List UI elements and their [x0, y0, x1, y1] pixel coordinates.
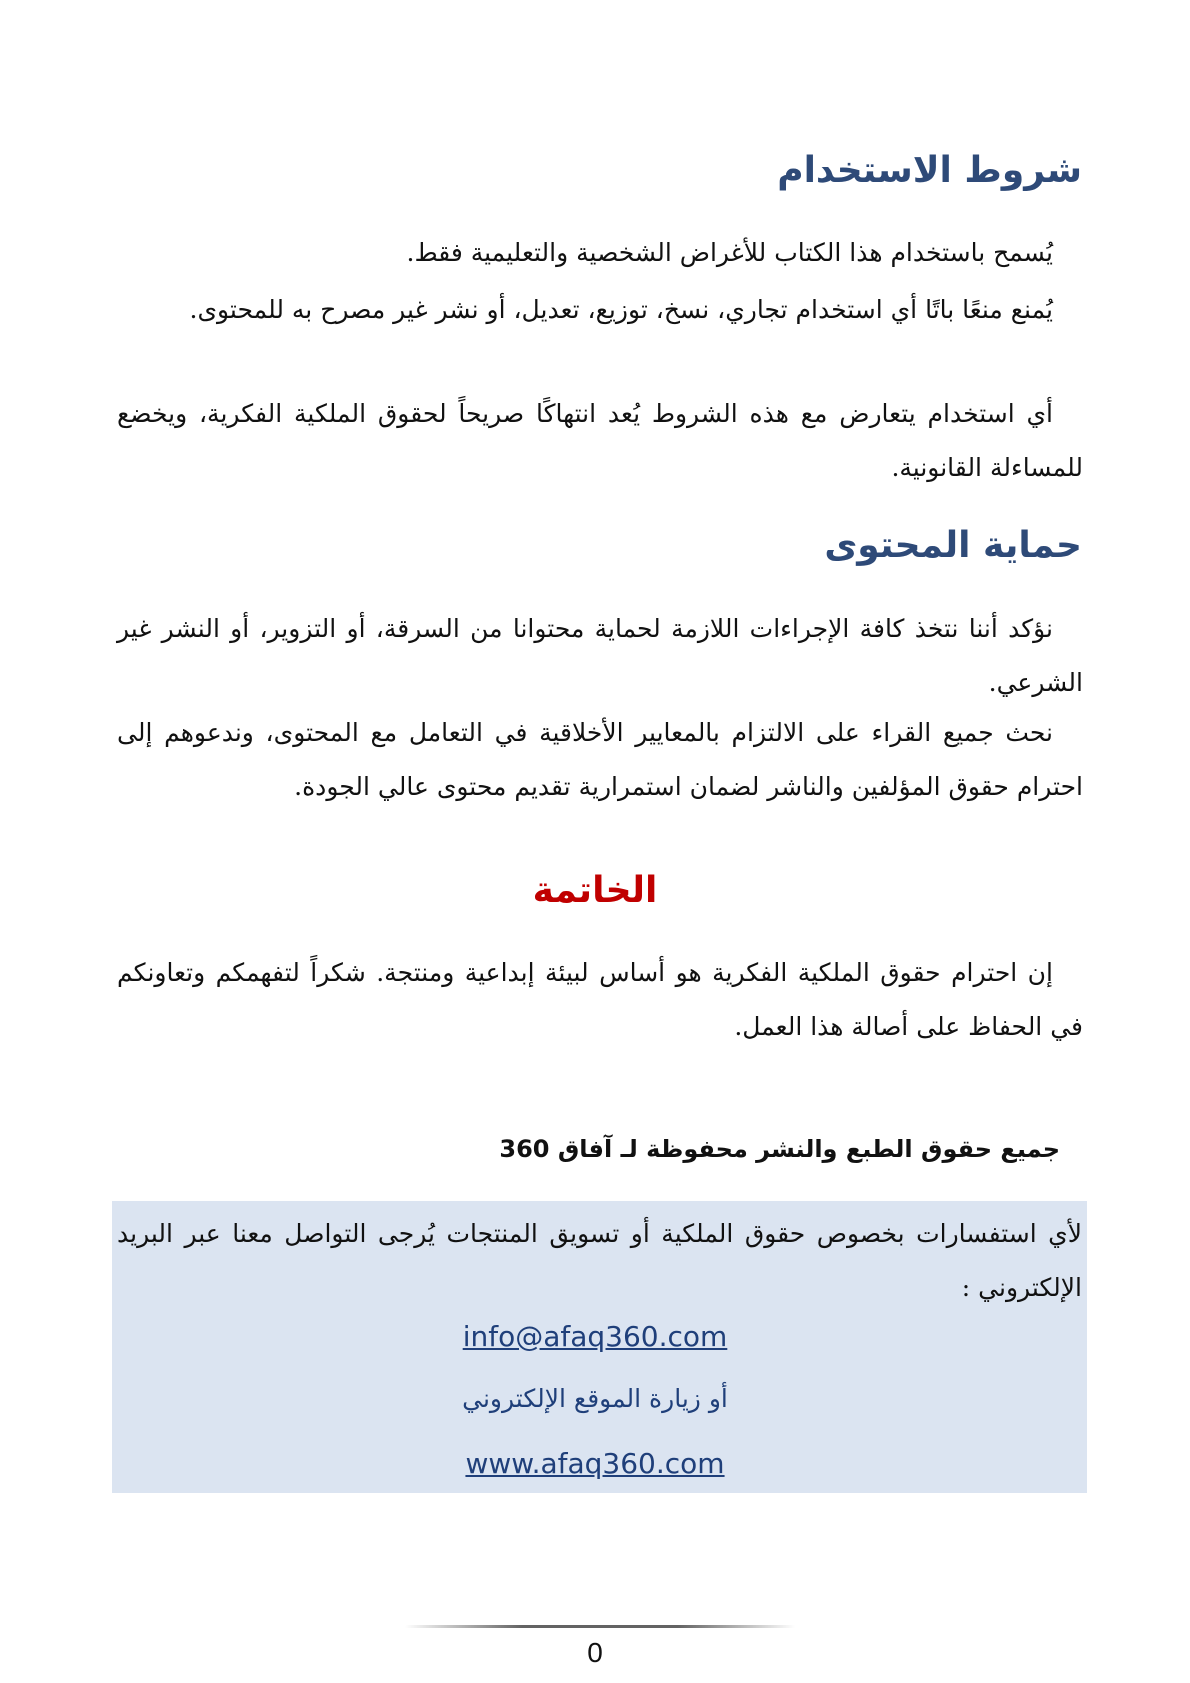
visit-website-label: أو زيارة الموقع الإلكتروني	[462, 1384, 728, 1413]
terms-paragraph-1: يُسمح باستخدام هذا الكتاب للأغراض الشخصية والتعليمية فقط.	[406, 238, 1053, 267]
conclusion-heading: الخاتمة	[532, 870, 658, 911]
protection-heading: حماية المحتوى	[824, 525, 1082, 566]
protection-paragraph-2: نحث جميع القراء على الالتزام بالمعايير الأخلاقية في التعامل مع المحتوى، وندعوهم إلى احترام حقوق المؤلفين والناشر لضمان استمرارية تقديم محتوى عالي الجودة.	[117, 718, 1083, 801]
copyright-notice: جميع حقوق الطبع والنشر محفوظة لـ آفاق 360	[499, 1135, 1060, 1163]
terms-paragraph-2: يُمنع منعًا باتًا أي استخدام تجاري، نسخ، توزيع، تعديل، أو نشر غير مصرح به للمحتوى.	[189, 295, 1053, 324]
page-number: 0	[587, 1637, 603, 1668]
terms-heading: شروط الاستخدام	[777, 150, 1082, 191]
protection-paragraph-1: نؤكد أننا نتخذ كافة الإجراءات اللازمة لحماية محتوانا من السرقة، أو التزوير، أو النشر غير الشرعي.	[117, 614, 1083, 697]
contact-text: لأي استفسارات بخصوص حقوق الملكية أو تسويق المنتجات يُرجى التواصل معنا عبر البريد الإلكتروني :	[117, 1219, 1082, 1302]
terms-paragraph-3: أي استخدام يتعارض مع هذه الشروط يُعد انتهاكًا صريحاً لحقوق الملكية الفكرية، ويخضع للمساءلة القانونية.	[117, 399, 1083, 482]
footer-divider	[405, 1625, 795, 1628]
email-link[interactable]: info@afaq360.com	[462, 1320, 728, 1353]
conclusion-paragraph: إن احترام حقوق الملكية الفكرية هو أساس لبيئة إبداعية ومنتجة. شكراً لتفهمكم وتعاونكم في الحفاظ على أصالة هذا العمل.	[117, 958, 1083, 1041]
website-link[interactable]: www.afaq360.com	[465, 1447, 725, 1480]
